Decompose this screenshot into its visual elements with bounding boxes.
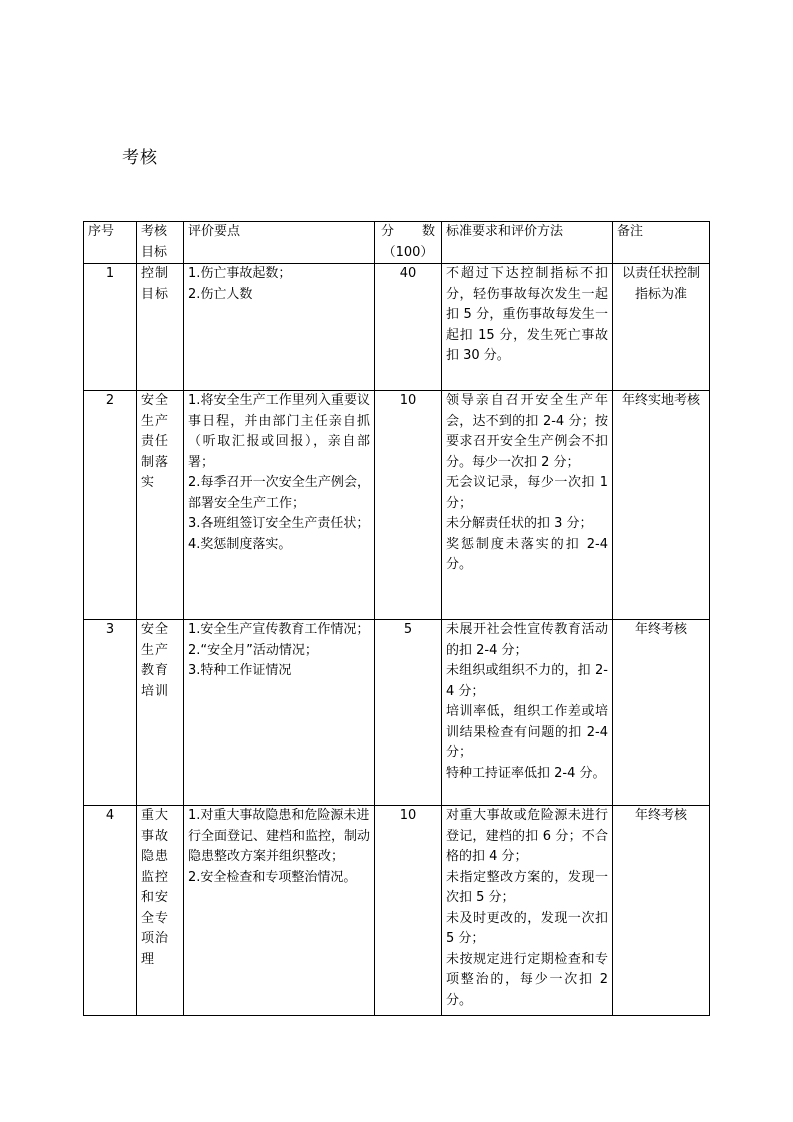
- point-item: 2.伤亡人数: [188, 286, 253, 302]
- header-score-a: 分: [381, 224, 395, 239]
- method-item: 未展开社会性宣传教育活动的扣 2-4 分；: [446, 622, 608, 658]
- header-target: 考核目标: [137, 222, 184, 264]
- method-item: 未按规定进行定期检查和专项整治的，每少一次扣 2 分。: [446, 951, 608, 1008]
- row-points: [184, 264, 375, 391]
- row-score: 10: [375, 806, 442, 1016]
- point-item: 4.奖惩制度落实。: [188, 536, 292, 552]
- row-score: 10: [375, 391, 442, 620]
- header-score: [375, 222, 442, 264]
- header-method: 标准要求和评价方法: [442, 222, 613, 264]
- method-item: 奖惩制度未落实的扣 2-4 分。: [446, 536, 608, 572]
- method-item: 未组织或组织不力的，扣 2-4 分；: [446, 663, 608, 699]
- point-item: 2.“安全月”活动情况；: [188, 642, 318, 658]
- row-method: [442, 620, 613, 806]
- method-item: 未指定整改方案的，发现一次扣 5 分；: [446, 869, 608, 905]
- table-header-row: [84, 222, 710, 264]
- row-target: 控制目标: [137, 264, 184, 391]
- row-score: 5: [375, 620, 442, 806]
- row-method: [442, 391, 613, 620]
- row-num: 2: [84, 391, 137, 620]
- method-item: 特种工持证率低扣 2-4 分。: [446, 765, 606, 781]
- point-item: 2.每季召开一次安全生产例会，部署安全生产工作；: [188, 475, 370, 511]
- row-method: [442, 806, 613, 1016]
- method-item: 领导亲自召开安全生产年会，达不到的扣 2-4 分；按要求召开安全生产例会不扣分。每少一次扣 2 分；: [446, 393, 608, 470]
- header-score-total: （100）: [382, 244, 434, 260]
- method-item: 不超过下达控制指标不扣分，轻伤事故每次发生一起扣 5 分，重伤事故每发生一起扣 15 分，发生死亡事故扣 30 分。: [446, 266, 608, 363]
- row-note: 以责任状控制指标为准: [613, 264, 710, 391]
- row-note: 年终实地考核: [613, 391, 710, 620]
- header-num: 序号: [84, 222, 137, 264]
- row-note: 年终考核: [613, 806, 710, 1016]
- point-item: 2.安全检查和专项整治情况。: [188, 869, 357, 885]
- row-score: 40: [375, 264, 442, 391]
- point-item: 1.安全生产宣传教育工作情况；: [188, 622, 370, 637]
- row-target: 安全生产教育培训: [137, 620, 184, 806]
- method-item: 未分解责任状的扣 3 分；: [446, 516, 593, 531]
- row-target: 重大事故隐患监控和安全专项治理: [137, 806, 184, 1016]
- method-item: 培训率低，组织工作差或培训结果检查有问题的扣 2-4 分；: [446, 704, 608, 760]
- document-title: 考核: [122, 148, 158, 168]
- table-row: [84, 391, 710, 620]
- row-num: 4: [84, 806, 137, 1016]
- table-row: [84, 264, 710, 391]
- table-row: [84, 620, 710, 806]
- point-item: 3.特种工作证情况: [188, 663, 292, 678]
- row-num: 1: [84, 264, 137, 391]
- assessment-table: [83, 221, 710, 1016]
- row-points: [184, 391, 375, 620]
- point-item: 3.各班组签订安全生产责任状；: [188, 516, 370, 531]
- row-note: 年终考核: [613, 620, 710, 806]
- table-row: [84, 806, 710, 1016]
- row-num: 3: [84, 620, 137, 806]
- point-item: 1.将安全生产工作里列入重要议事日程，并由部门主任亲自抓（听取汇报或回报），亲自部署；: [188, 393, 370, 470]
- point-item: 1.伤亡事故起数；: [188, 266, 292, 281]
- row-points: [184, 620, 375, 806]
- row-method: [442, 264, 613, 391]
- method-item: 无会议记录，每少一次扣 1 分；: [446, 475, 608, 511]
- method-item: 对重大事故或危险源未进行登记，建档的扣 6 分；不合格的扣 4 分；: [446, 808, 608, 864]
- header-score-b: 数: [421, 224, 435, 239]
- row-points: [184, 806, 375, 1016]
- header-points: 评价要点: [184, 222, 375, 264]
- header-note: 备注: [613, 222, 710, 264]
- point-item: 1.对重大事故隐患和危险源未进行全面登记、建档和监控，制动隐患整改方案并组织整改；: [188, 808, 371, 864]
- row-target: 安全生产责任制落实: [137, 391, 184, 620]
- method-item: 未及时更改的，发现一次扣 5 分；: [446, 910, 608, 946]
